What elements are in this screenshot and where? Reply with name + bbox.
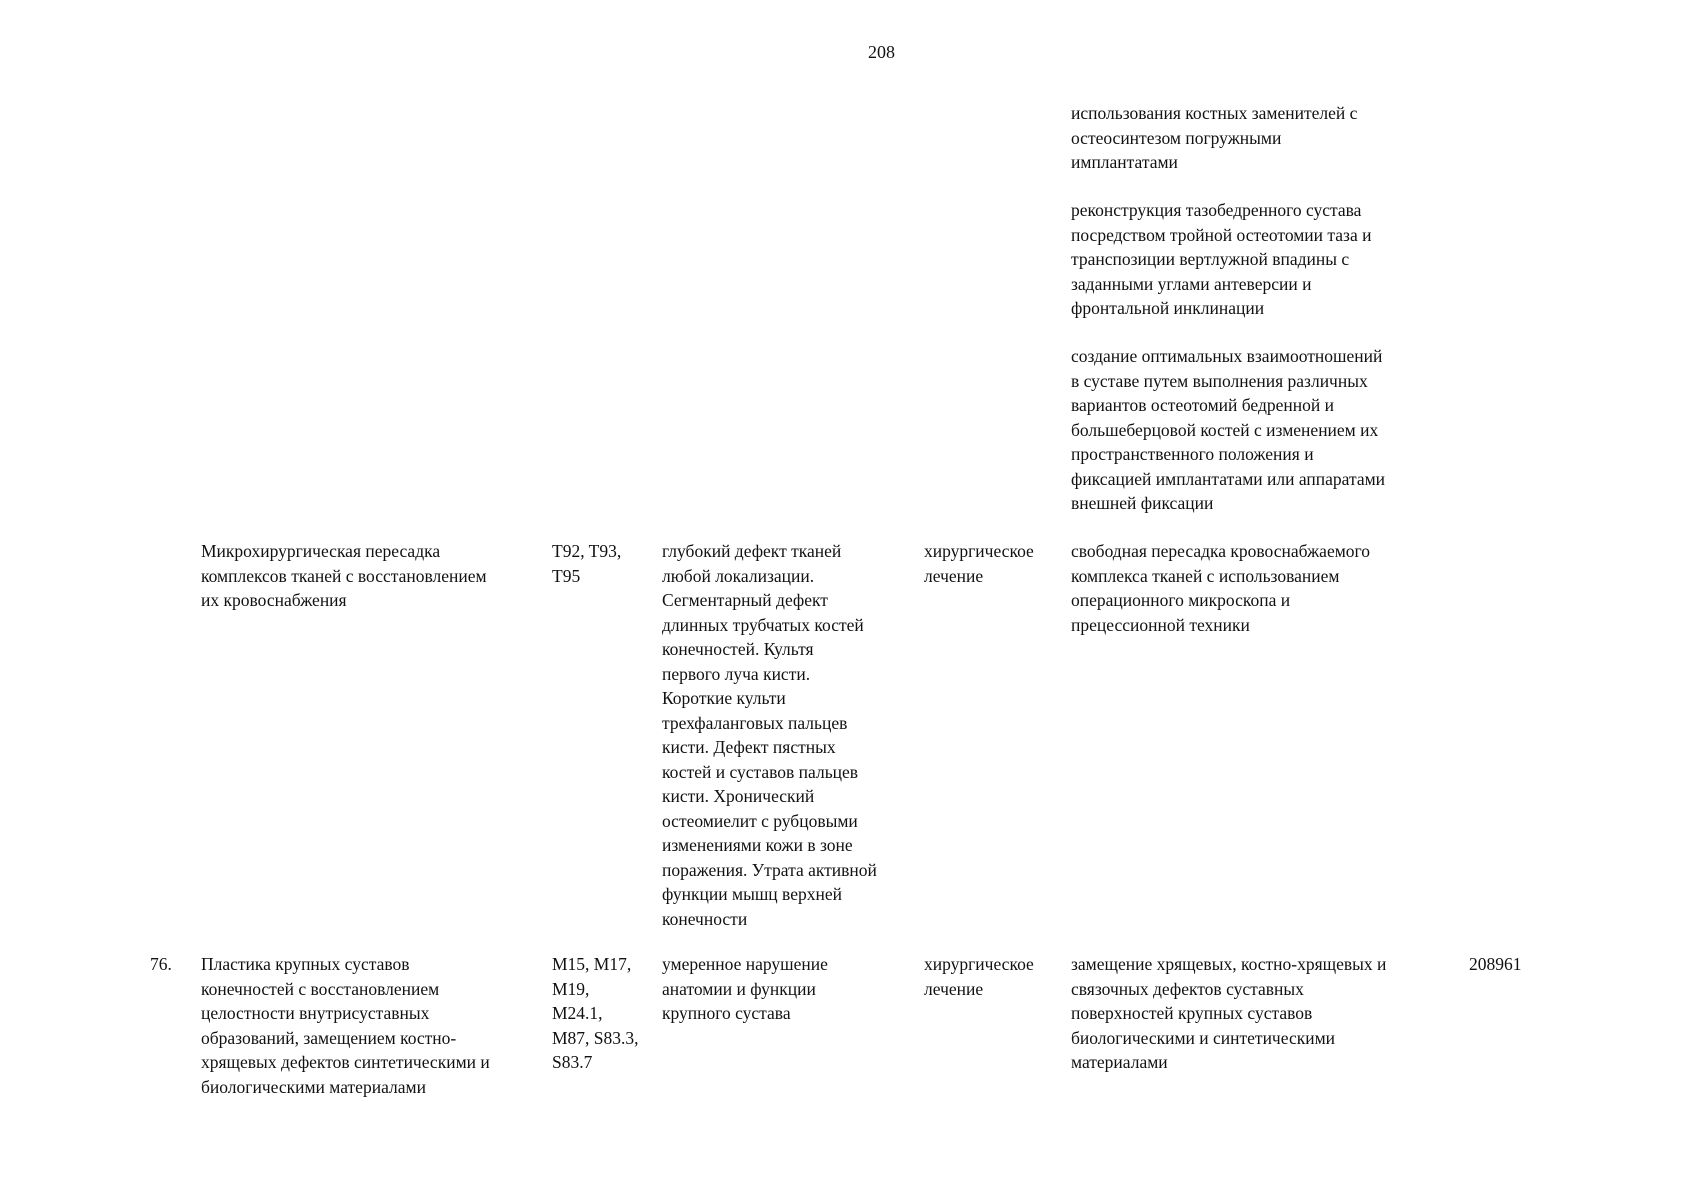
icd-codes: T92, T93, T95: [552, 541, 622, 586]
care-type-name: Пластика крупных суставов конечностей с восстановлением целостности внутрисуставных образований, замещением костно- хрящевых дефектов синтетическими и биологическими материалами: [201, 954, 490, 1097]
method-text-continued-1: использования костных заменителей с остеосинтезом погружными имплантатами: [1071, 103, 1358, 172]
treatment-method: замещение хрящевых, костно-хрящевых и связочных дефектов суставных поверхностей крупных суставов биологическими и синтетическими материалами: [1071, 954, 1387, 1072]
patient-model: умеренное нарушение анатомии и функции крупного сустава: [662, 954, 828, 1023]
treatment-type: хирургическое лечение: [924, 954, 1034, 999]
row-number: 76.: [150, 954, 172, 974]
patient-model: глубокий дефект тканей любой локализации. Сегментарный дефект длинных трубчатых костей конечностей. Культя первого луча кисти. Короткие культи трехфаланговых пальцев кисти. Дефект пястных костей и суставов пальцев кисти. Хронический остеомиелит с рубцовыми изменениями кожи в зоне поражения. Утрата активной функции мышц верхней конечности: [662, 541, 877, 929]
method-text-continued-2: реконструкция тазобедренного сустава посредством тройной остеотомии таза и транспозиции вертлужной впадины с заданными углами антеверсии и фронтальной инклинации: [1071, 200, 1372, 318]
care-type-name: Микрохирургическая пересадка комплексов тканей с восстановлением их кровоснабжения: [201, 541, 487, 610]
treatment-type: хирургическое лечение: [924, 541, 1034, 586]
financial-norm: 208961: [1469, 954, 1522, 974]
method-text-continued-3: создание оптимальных взаимоотношений в суставе путем выполнения различных вариантов остеотомий бедренной и большеберцовой костей с изменением их пространственного положения и фиксацией имплантатами или аппаратами внешней фиксации: [1071, 346, 1386, 513]
treatment-method: свободная пересадка кровоснабжаемого комплекса тканей с использованием операционного микроскопа и прецессионной техники: [1071, 541, 1371, 635]
page-number: 208: [868, 42, 895, 62]
icd-codes: M15, M17, M19, M24.1, M87, S83.3, S83.7: [552, 954, 639, 1072]
